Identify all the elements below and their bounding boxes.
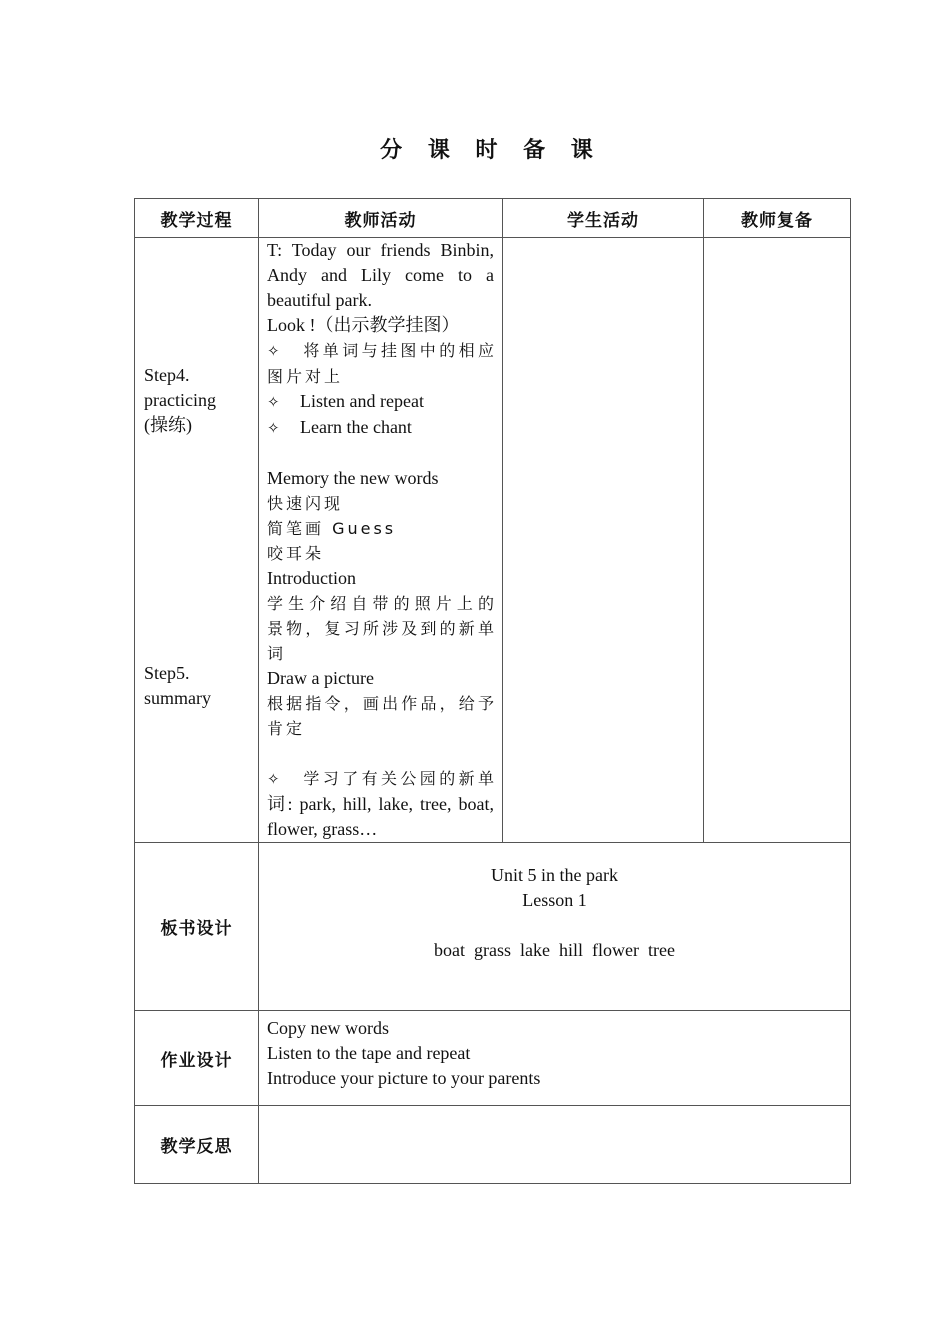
flash-line: 快速闪现 — [267, 494, 344, 513]
bullet-star-icon: ✧ — [267, 342, 280, 360]
draw-picture-line: Draw a picture — [267, 668, 374, 688]
summary-line: ✧ 学习了有关公园的新单 — [267, 766, 494, 792]
intro-line: beautiful park. — [267, 290, 372, 310]
homework-line: Copy new words — [267, 1018, 389, 1038]
intro-line: T: Today our friends Binbin, — [267, 240, 494, 260]
header-teacher-activity: 教师活动 — [259, 199, 503, 238]
student-activity-cell — [503, 238, 704, 843]
homework-cell — [259, 1011, 851, 1106]
reflection-label: 教学反思 — [135, 1106, 259, 1184]
reflection-cell — [259, 1106, 851, 1184]
teacher-activity-cell — [259, 238, 503, 843]
homework-line: Introduce your picture to your parents — [267, 1068, 541, 1088]
teacher-review-cell — [704, 238, 851, 843]
header-student-activity: 学生活动 — [503, 199, 704, 238]
draw-desc-line: 根据指令，画出作品，给予 — [267, 694, 494, 713]
board-design-row — [135, 843, 851, 1011]
page-title: 分 课 时 备 课 — [380, 138, 602, 163]
summary-line: 词: park, hill, lake, tree, boat, — [267, 794, 494, 814]
intro-line: Andy and Lily come to a — [267, 265, 494, 285]
whisper-line: 咬耳朵 — [267, 544, 325, 563]
process-row — [135, 238, 851, 843]
header-row — [135, 199, 851, 238]
homework-row — [135, 1011, 851, 1106]
steps-cell — [135, 238, 259, 843]
draw-desc-line: 肯定 — [267, 719, 306, 738]
look-line: Look !（出示教学挂图） — [267, 315, 460, 335]
step4-label: Step4. practicing (操练) — [144, 365, 216, 435]
lesson-plan-table — [134, 198, 851, 1184]
intro-desc-line: 学生介绍自带的照片上的 — [267, 594, 494, 613]
bullet-star-icon: ✧ — [267, 419, 280, 437]
chant-line: ✧ Learn the chant — [267, 415, 494, 441]
header-teaching-process: 教学过程 — [135, 199, 259, 238]
board-design-cell — [259, 843, 851, 1011]
board-words: boat grass lake hill flower tree — [434, 940, 675, 960]
bullet-star-icon: ✧ — [267, 393, 280, 411]
match-line: ✧ 将单词与挂图中的相应 — [267, 338, 494, 364]
reflection-row — [135, 1106, 851, 1184]
bullet-star-icon: ✧ — [267, 770, 280, 788]
match-line: 图片对上 — [267, 367, 344, 386]
listen-line: ✧ Listen and repeat — [267, 389, 494, 415]
intro-desc-line: 景物，复习所涉及到的新单 — [267, 619, 494, 638]
draw-guess-line: 简笔画 Guess — [267, 519, 397, 538]
intro-desc-line: 词 — [267, 644, 287, 663]
board-lesson: Lesson 1 — [522, 890, 587, 910]
introduction-line: Introduction — [267, 568, 356, 588]
homework-line: Listen to the tape and repeat — [267, 1043, 471, 1063]
homework-label: 作业设计 — [135, 1011, 259, 1106]
board-unit: Unit 5 in the park — [491, 865, 618, 885]
memory-line: Memory the new words — [267, 468, 439, 488]
board-design-label: 板书设计 — [135, 843, 259, 1011]
step5-label: Step5. summary — [144, 663, 211, 708]
summary-line: flower, grass… — [267, 819, 378, 839]
header-teacher-review: 教师复备 — [704, 199, 851, 238]
